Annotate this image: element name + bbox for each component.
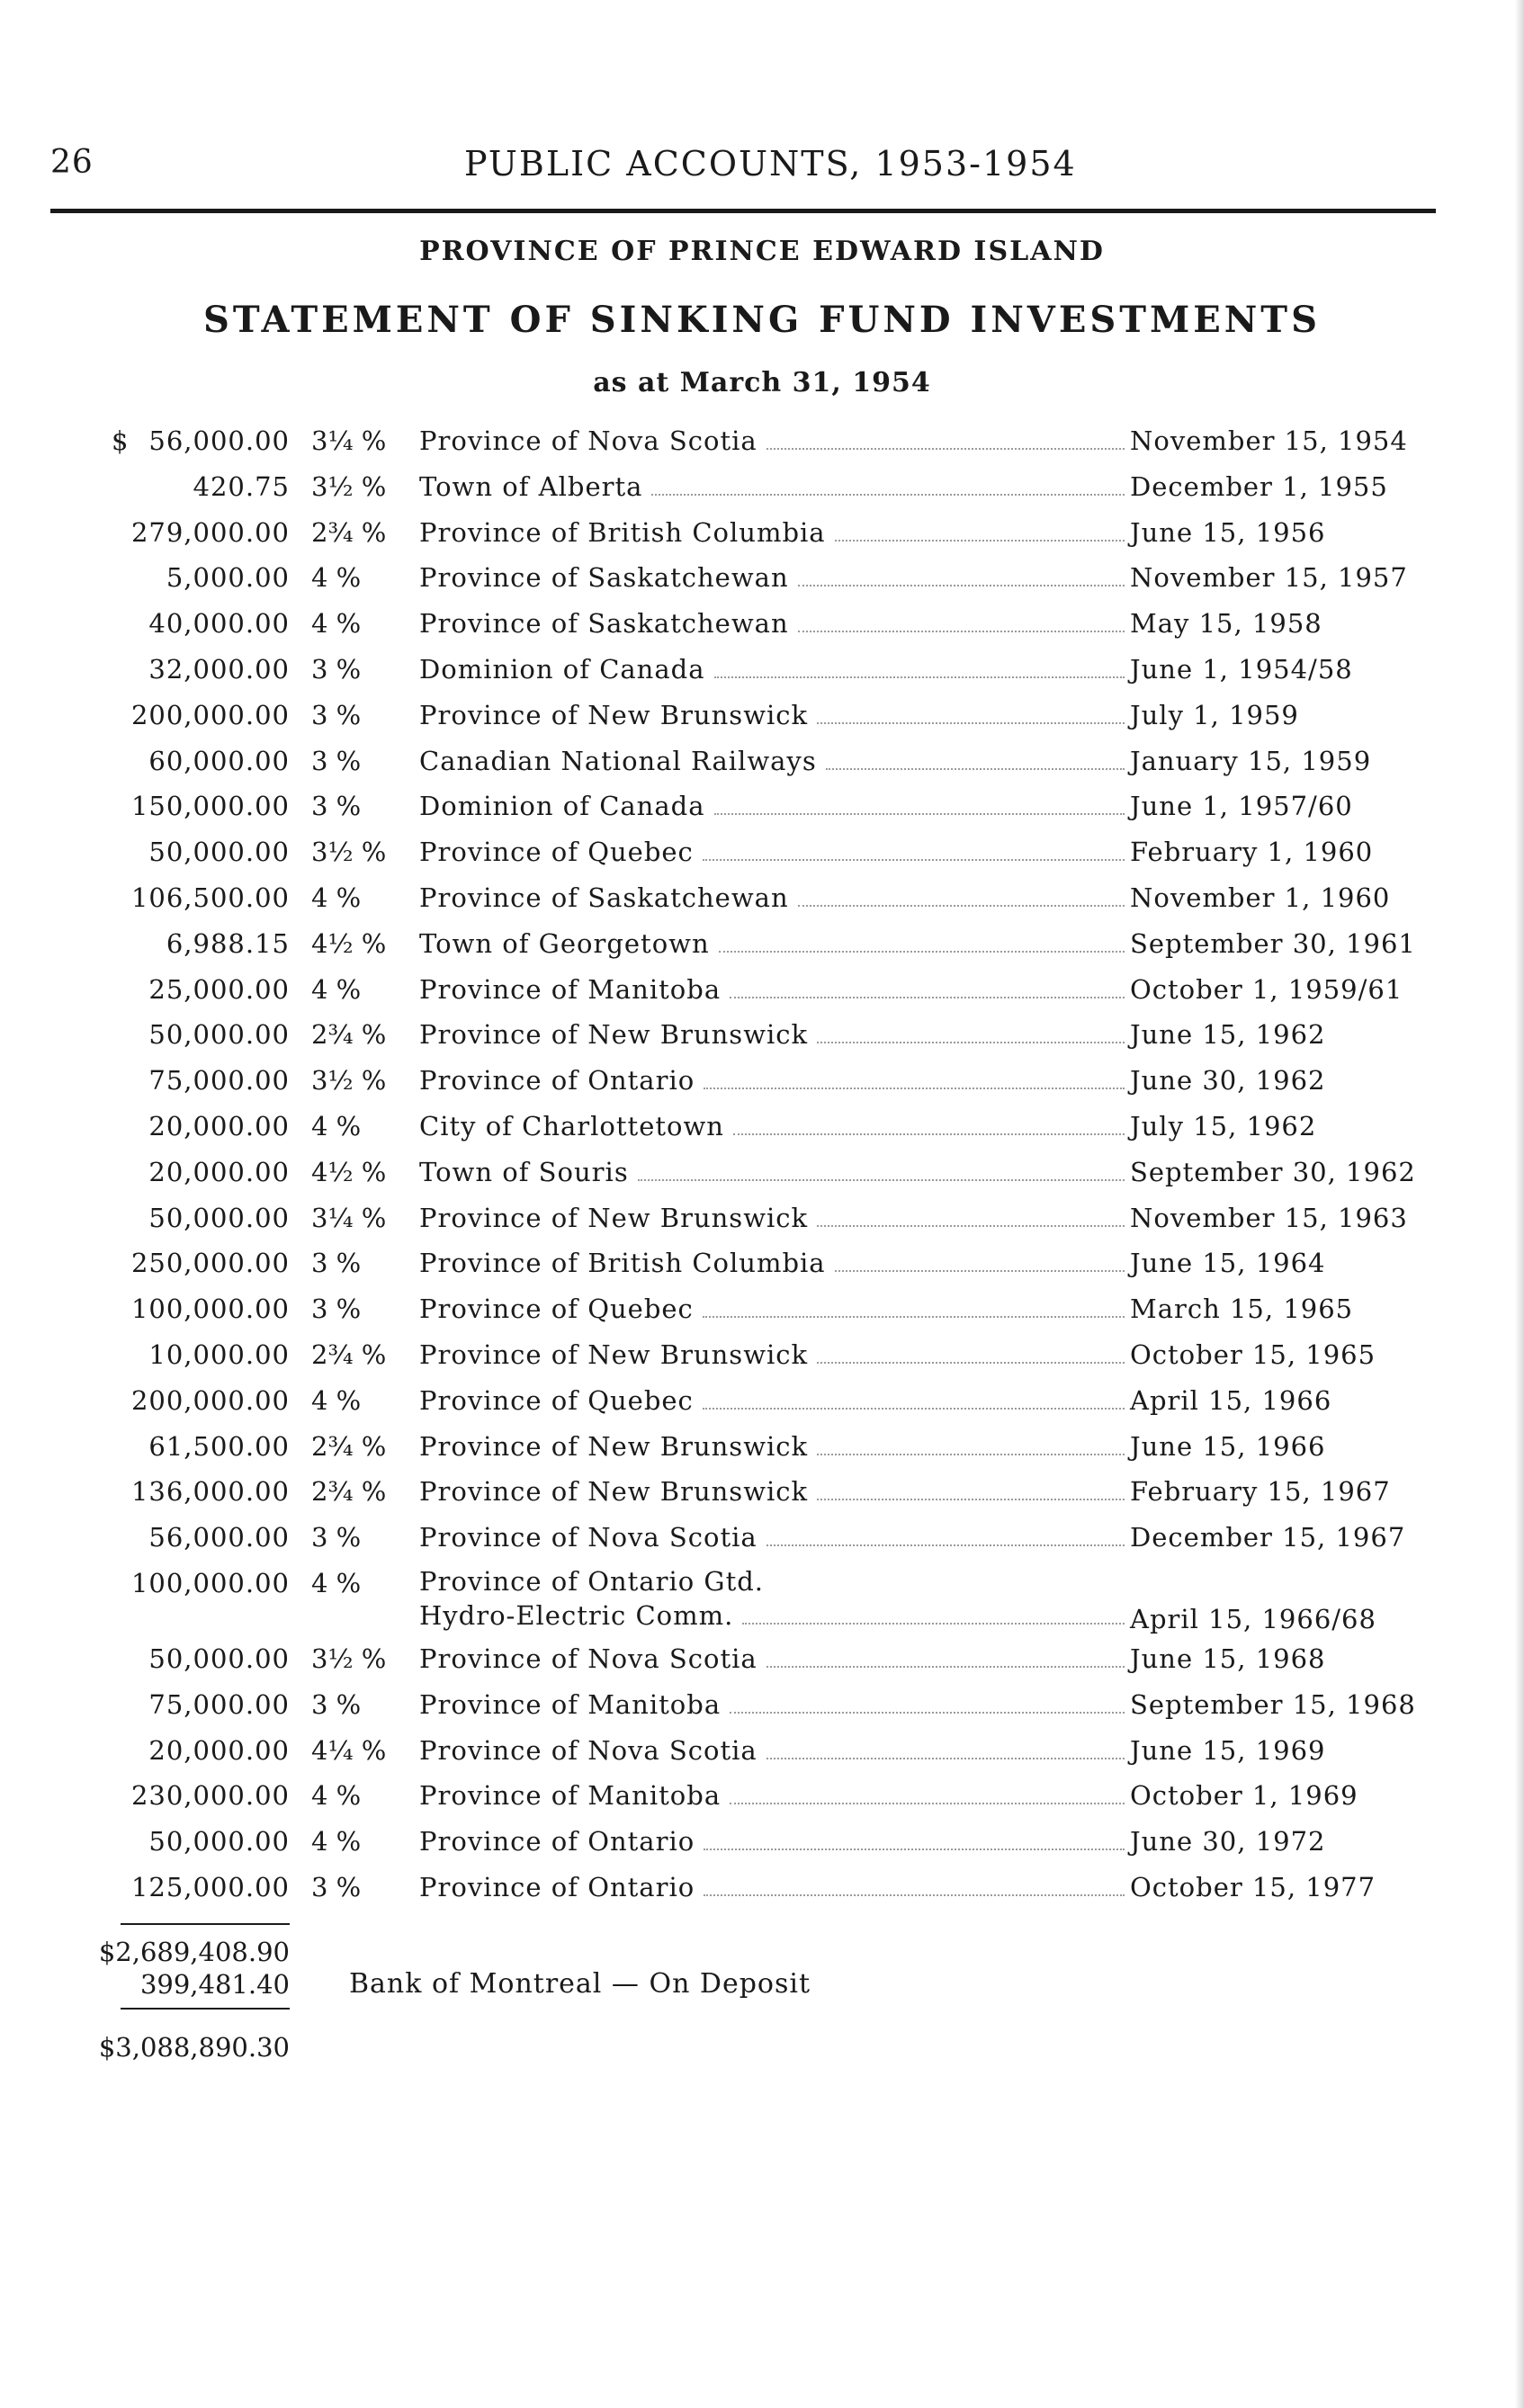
total-rule (121, 2008, 290, 2010)
issuer-name: Town of Georgetown (419, 927, 710, 959)
investment-row (0, 1732, 1524, 1778)
investment-amount: 6,988.15 (166, 927, 290, 959)
dot-leader (703, 1316, 1125, 1318)
issuer-name: City of Charlottetown (419, 1110, 724, 1141)
issuer-name: Province of New Brunswick (419, 1476, 809, 1508)
issuer (419, 469, 1130, 505)
issuer-name: Province of Saskatchewan (419, 882, 789, 913)
issuer (419, 971, 1130, 1007)
dot-leader (798, 905, 1125, 907)
investment-amount: 250,000.00 (130, 1248, 290, 1279)
issuer-name: Province of New Brunswick (419, 1338, 809, 1370)
maturity-date: July 15, 1962 (1130, 1110, 1317, 1141)
maturity-date: June 1, 1957/60 (1130, 791, 1353, 822)
dot-leader (651, 494, 1125, 496)
maturity-date: February 1, 1960 (1130, 837, 1374, 868)
issuer-name: Province of Saskatchewan (419, 562, 789, 594)
maturity-date: June 1, 1954/58 (1130, 653, 1353, 685)
investment-amount: 61,500.00 (148, 1430, 290, 1462)
maturity-date: April 15, 1966/68 (1130, 1603, 1376, 1634)
dot-leader (730, 1712, 1125, 1714)
investment-amount: 56,000.00 (148, 1522, 290, 1553)
dot-leader (703, 859, 1125, 861)
issuer-name-line1: Province of Ontario Gtd. (419, 1565, 765, 1597)
maturity-date: June 30, 1962 (1130, 1065, 1326, 1097)
investment-row (0, 1641, 1524, 1687)
issuer (419, 1108, 1130, 1144)
issuer-name: Dominion of Canada (419, 653, 705, 685)
dot-leader (730, 997, 1125, 998)
dot-leader (798, 585, 1125, 586)
issuer-name-line2: Hydro-Electric Comm. (419, 1599, 734, 1631)
investment-row (0, 971, 1524, 1017)
dot-leader (730, 1803, 1125, 1804)
maturity-date: December 1, 1955 (1130, 470, 1388, 502)
investment-row (0, 1291, 1524, 1337)
investment-row (0, 423, 1524, 469)
maturity-date: January 15, 1959 (1130, 745, 1372, 776)
subtotal-amount: $2,689,408.90 (98, 1937, 290, 1967)
investment-row (0, 1200, 1524, 1246)
investment-amount: 136,000.00 (130, 1476, 290, 1508)
issuer-name: Province of Quebec (419, 1384, 694, 1416)
investment-row (0, 1062, 1524, 1108)
issuer-name: Province of Nova Scotia (419, 1522, 758, 1553)
interest-rate: 4 % (311, 1780, 362, 1812)
investment-amount: 230,000.00 (130, 1780, 290, 1812)
interest-rate: 4¼ % (311, 1734, 387, 1766)
investment-amount: 200,000.00 (130, 699, 290, 730)
investment-row (0, 1473, 1524, 1519)
issuer (419, 743, 1130, 779)
investment-amount: 60,000.00 (148, 745, 290, 776)
dot-leader (766, 1544, 1125, 1546)
issuer-name: Province of Quebec (419, 1294, 694, 1325)
interest-rate: 3 % (311, 1294, 362, 1325)
investment-amount: 20,000.00 (148, 1110, 290, 1141)
interest-rate: 3½ % (311, 837, 387, 868)
interest-rate: 4 % (311, 1110, 362, 1141)
issuer (419, 1565, 1130, 1634)
maturity-date: June 15, 1962 (1130, 1019, 1326, 1051)
investment-amount: 20,000.00 (148, 1156, 290, 1187)
interest-rate: 3 % (311, 1688, 362, 1720)
issuer (419, 697, 1130, 733)
interest-rate: 2¾ % (311, 1430, 387, 1462)
maturity-date: November 15, 1954 (1130, 425, 1408, 456)
interest-rate: 2¾ % (311, 1338, 387, 1370)
maturity-date: November 15, 1963 (1130, 1202, 1408, 1233)
interest-rate: 4 % (311, 562, 362, 594)
maturity-date: June 15, 1956 (1130, 516, 1326, 548)
issuer-name: Town of Alberta (419, 470, 643, 502)
investment-row (0, 1687, 1524, 1732)
interest-rate: 4½ % (311, 927, 387, 959)
investment-amount: 25,000.00 (148, 973, 290, 1005)
investment-amount: 75,000.00 (148, 1688, 290, 1720)
dot-leader (826, 768, 1125, 770)
dot-leader (714, 676, 1125, 678)
maturity-date: September 30, 1962 (1130, 1156, 1416, 1187)
maturity-date: October 15, 1965 (1130, 1338, 1376, 1370)
issuer (419, 880, 1130, 916)
dot-leader (798, 631, 1125, 632)
issuer (419, 1687, 1130, 1723)
interest-rate: 3 % (311, 1248, 362, 1279)
dot-leader (704, 1894, 1125, 1896)
issuer (419, 1777, 1130, 1813)
issuer-name: Dominion of Canada (419, 791, 705, 822)
interest-rate: 4½ % (311, 1156, 387, 1187)
issuer (419, 1062, 1130, 1098)
issuer (419, 788, 1130, 824)
investment-amount: 40,000.00 (148, 608, 290, 640)
issuer (419, 1245, 1130, 1281)
investment-amount: 420.75 (193, 470, 290, 502)
issuer-name: Canadian National Railways (419, 745, 817, 776)
investment-amount: 50,000.00 (148, 837, 290, 868)
issuer-name: Province of New Brunswick (419, 699, 809, 730)
page-number: 26 (50, 144, 94, 181)
issuer (419, 651, 1130, 687)
maturity-date: September 30, 1961 (1130, 927, 1416, 959)
maturity-date: October 15, 1977 (1130, 1871, 1376, 1902)
dot-leader (817, 1454, 1125, 1455)
issuer-name: Province of Nova Scotia (419, 1643, 758, 1674)
issuer-name: Province of New Brunswick (419, 1430, 809, 1462)
maturity-date: April 15, 1966 (1130, 1384, 1332, 1416)
issuer-name: Province of New Brunswick (419, 1202, 809, 1233)
dot-leader (766, 448, 1125, 450)
investment-row (0, 834, 1524, 880)
investment-amount: 20,000.00 (148, 1734, 290, 1766)
interest-rate: 4 % (311, 1567, 362, 1598)
interest-rate: 2¾ % (311, 1019, 387, 1051)
statement-title: STATEMENT OF SINKING FUND INVESTMENTS (203, 299, 1321, 341)
investments-list (0, 423, 1524, 1915)
investment-amount: 10,000.00 (148, 1338, 290, 1370)
dot-leader (733, 1133, 1125, 1135)
issuer-name: Province of British Columbia (419, 516, 826, 548)
issuer (419, 1154, 1130, 1190)
interest-rate: 2¾ % (311, 1476, 387, 1508)
issuer (419, 1291, 1130, 1327)
issuer (419, 515, 1130, 551)
dot-leader (714, 813, 1125, 815)
interest-rate: 4 % (311, 973, 362, 1005)
investment-row (0, 1869, 1524, 1915)
interest-rate: 4 % (311, 1384, 362, 1416)
investment-amount: 125,000.00 (130, 1871, 290, 1902)
investment-row (0, 651, 1524, 697)
dot-leader (817, 1225, 1125, 1227)
maturity-date: June 15, 1968 (1130, 1643, 1326, 1674)
investment-amount: 200,000.00 (130, 1384, 290, 1416)
investment-amount: 100,000.00 (130, 1294, 290, 1325)
investment-row (0, 1428, 1524, 1474)
issuer-name: Province of Manitoba (419, 1780, 722, 1812)
investment-amount: 50,000.00 (148, 1202, 290, 1233)
investment-row (0, 926, 1524, 971)
investment-amount: 279,000.00 (130, 516, 290, 548)
dot-leader (817, 1499, 1125, 1500)
investment-row (0, 1154, 1524, 1200)
dot-leader (742, 1623, 1125, 1625)
issuer (419, 559, 1130, 595)
dot-leader (704, 1088, 1125, 1089)
dot-leader (817, 722, 1125, 724)
interest-rate: 3½ % (311, 1643, 387, 1674)
issuer-name: Town of Souris (419, 1156, 629, 1187)
issuer (419, 423, 1130, 459)
dot-leader (835, 540, 1125, 542)
maturity-date: February 15, 1967 (1130, 1476, 1391, 1508)
interest-rate: 3 % (311, 699, 362, 730)
maturity-date: October 1, 1959/61 (1130, 973, 1403, 1005)
dot-leader (638, 1179, 1125, 1181)
maturity-date: March 15, 1965 (1130, 1294, 1354, 1325)
dot-leader (704, 1849, 1125, 1850)
investment-row (0, 697, 1524, 743)
issuer-name: Province of Manitoba (419, 1688, 722, 1720)
maturity-date: November 1, 1960 (1130, 882, 1391, 913)
issuer-name: Province of Ontario (419, 1826, 695, 1857)
investment-row (0, 1519, 1524, 1565)
investment-row (0, 1383, 1524, 1428)
header-rule (50, 209, 1436, 213)
issuer (419, 834, 1130, 870)
issuer (419, 1200, 1130, 1236)
page-edge-shadow (1515, 0, 1524, 2408)
investment-row (0, 1777, 1524, 1823)
maturity-date: June 30, 1972 (1130, 1826, 1326, 1857)
investment-row (0, 469, 1524, 515)
subtotal-rule (121, 1923, 290, 1925)
interest-rate: 3½ % (311, 470, 387, 502)
issuer (419, 1641, 1130, 1677)
maturity-date: September 15, 1968 (1130, 1688, 1416, 1720)
issuer (419, 1383, 1130, 1419)
maturity-date: November 15, 1957 (1130, 562, 1408, 594)
maturity-date: December 15, 1967 (1130, 1522, 1406, 1553)
issuer (419, 1428, 1130, 1464)
interest-rate: 3 % (311, 745, 362, 776)
grand-total-amount: $3,088,890.30 (98, 2032, 290, 2063)
maturity-date: June 15, 1964 (1130, 1248, 1326, 1279)
maturity-date: July 1, 1959 (1130, 699, 1299, 730)
investment-amount: 56,000.00 (148, 425, 290, 456)
deposit-amount: 399,481.40 (139, 1969, 290, 2000)
interest-rate: 3¼ % (311, 1202, 387, 1233)
investment-row (0, 1337, 1524, 1383)
maturity-date: May 15, 1958 (1130, 608, 1322, 640)
dot-leader (703, 1408, 1125, 1410)
issuer-name: Province of New Brunswick (419, 1019, 809, 1051)
issuer-name: Province of Manitoba (419, 973, 722, 1005)
interest-rate: 3¼ % (311, 425, 387, 456)
issuer-name: Province of Quebec (419, 837, 694, 868)
issuer (419, 605, 1130, 641)
investment-row (0, 605, 1524, 651)
maturity-date: June 15, 1969 (1130, 1734, 1326, 1766)
investment-amount: 100,000.00 (130, 1567, 290, 1598)
investment-row (0, 1108, 1524, 1154)
dot-leader (817, 1042, 1125, 1043)
maturity-date: June 15, 1966 (1130, 1430, 1326, 1462)
investment-row (0, 1245, 1524, 1291)
issuer (419, 1016, 1130, 1052)
interest-rate: 3½ % (311, 1065, 387, 1097)
running-title: PUBLIC ACCOUNTS, 1953-1954 (464, 144, 1077, 184)
interest-rate: 4 % (311, 882, 362, 913)
statement-date: as at March 31, 1954 (593, 367, 931, 398)
interest-rate: 3 % (311, 791, 362, 822)
deposit-label: Bank of Montreal — On Deposit (349, 1968, 811, 2000)
issuer-name: Province of Ontario (419, 1871, 695, 1902)
page-header (50, 144, 1436, 198)
issuer (419, 1823, 1130, 1859)
issuer (419, 1732, 1130, 1768)
maturity-date: October 1, 1969 (1130, 1780, 1358, 1812)
dot-leader (719, 951, 1125, 953)
investment-amount: 150,000.00 (130, 791, 290, 822)
investment-amount: 50,000.00 (148, 1643, 290, 1674)
province-heading: PROVINCE OF PRINCE EDWARD ISLAND (419, 236, 1105, 267)
issuer-name: Province of Nova Scotia (419, 1734, 758, 1766)
investment-row (0, 515, 1524, 560)
issuer (419, 926, 1130, 962)
issuer-name: Province of Ontario (419, 1065, 695, 1097)
dot-leader (817, 1362, 1125, 1364)
interest-rate: 4 % (311, 1826, 362, 1857)
interest-rate: 3 % (311, 1871, 362, 1902)
dot-leader (766, 1758, 1125, 1759)
issuer (419, 1519, 1130, 1555)
interest-rate: 2¾ % (311, 516, 387, 548)
investment-amount: 32,000.00 (148, 653, 290, 685)
dot-leader (766, 1666, 1125, 1668)
investment-row (0, 559, 1524, 605)
issuer (419, 1473, 1130, 1509)
issuer-name: Province of British Columbia (419, 1248, 826, 1279)
investment-row (0, 1565, 1524, 1641)
currency-symbol: $ (112, 425, 129, 456)
issuer-name: Province of Saskatchewan (419, 608, 789, 640)
issuer (419, 1869, 1130, 1905)
issuer-name: Province of Nova Scotia (419, 425, 758, 456)
investment-row (0, 1016, 1524, 1062)
investment-amount: 75,000.00 (148, 1065, 290, 1097)
interest-rate: 3 % (311, 653, 362, 685)
investment-row (0, 788, 1524, 834)
issuer (419, 1337, 1130, 1373)
investment-row (0, 1823, 1524, 1869)
investment-amount: 106,500.00 (130, 882, 290, 913)
investment-row (0, 743, 1524, 789)
investment-amount: 50,000.00 (148, 1826, 290, 1857)
dot-leader (835, 1270, 1125, 1272)
interest-rate: 4 % (311, 608, 362, 640)
interest-rate: 3 % (311, 1522, 362, 1553)
investment-amount: 50,000.00 (148, 1019, 290, 1051)
investment-amount: 5,000.00 (166, 562, 290, 594)
investment-row (0, 880, 1524, 926)
